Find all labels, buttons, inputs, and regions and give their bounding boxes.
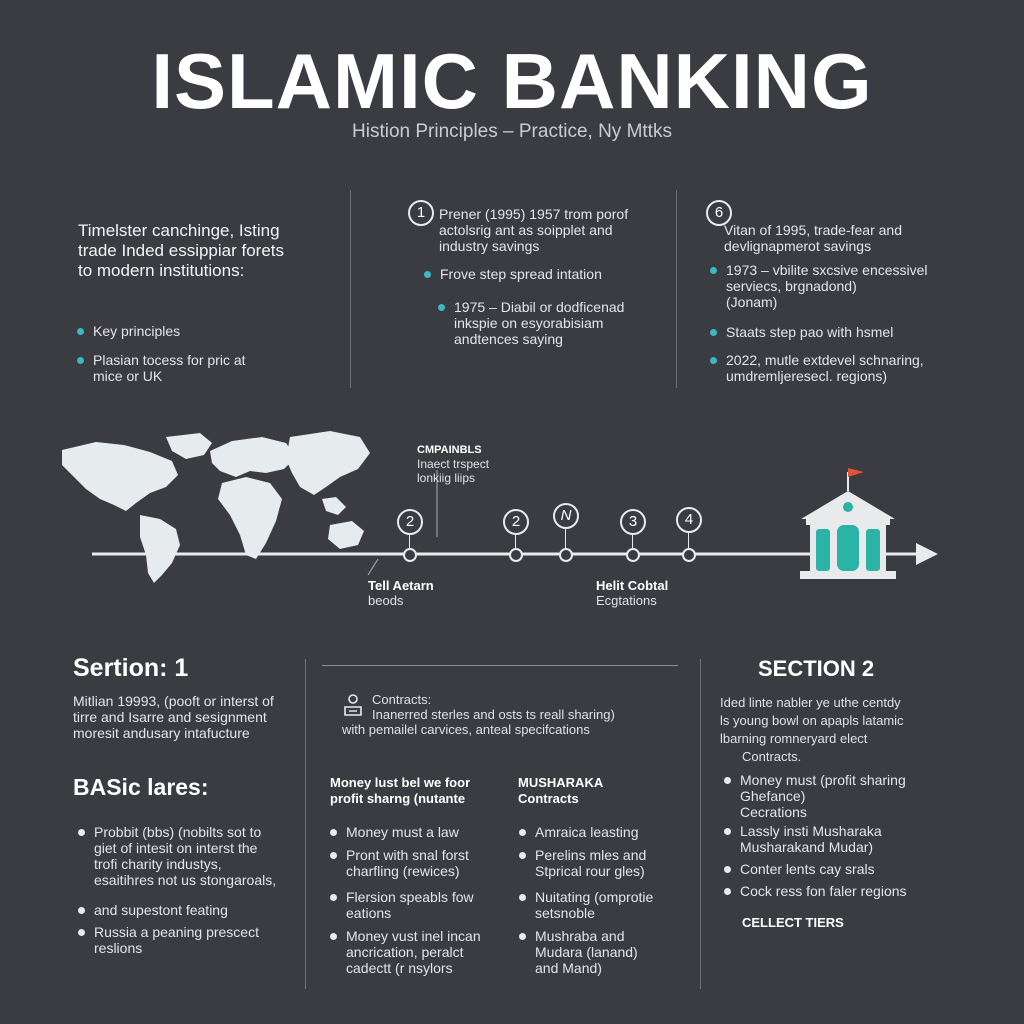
- bullet-text: Stprical rour gles): [535, 863, 645, 879]
- section-2-heading: SECTION 2: [758, 656, 875, 681]
- top-left-bullet: [77, 323, 343, 339]
- bullet-dot: [519, 852, 526, 859]
- bullet-text: 1975 – Diabil or dodficenad: [454, 299, 625, 315]
- money-bullet: [330, 889, 521, 921]
- top-mid-bullet: [438, 299, 684, 347]
- top-divider-right: [676, 190, 677, 388]
- bullet-text: eations: [346, 905, 392, 921]
- basic-rules-heading: BASic lares:: [73, 774, 209, 800]
- bullet-text: setsnoble: [535, 905, 595, 921]
- bullet-text: Staats step pao with hsmel: [726, 324, 894, 340]
- money-bullet: [330, 824, 521, 840]
- musharaka-bullet: [519, 824, 705, 840]
- bullet-dot: [330, 894, 337, 901]
- top-mid-bullet: [424, 266, 680, 282]
- bullet-text: Russia a peaning prescect: [94, 924, 259, 940]
- bullet-dot: [438, 304, 445, 311]
- musharaka-heading-line: Contracts: [518, 791, 579, 806]
- bullet-text: giet of intesit on interst the: [94, 840, 258, 856]
- bullet-dot: [424, 271, 431, 278]
- section-2-bullet: [724, 823, 1010, 855]
- bullet-text: Mudara (lanand): [535, 944, 638, 960]
- money-bullet: [330, 928, 521, 976]
- bullet-text: esaitihres not us stongaroals,: [94, 872, 277, 888]
- section-2-bullet: [724, 883, 1010, 899]
- musharaka-bullet: [519, 847, 705, 879]
- timeline-marker: N: [553, 503, 579, 529]
- bullet-text: Plasian tocess for pric at: [93, 352, 246, 368]
- bullet-text: Money must a law: [346, 824, 459, 840]
- intro-line: tirre and Isarre and sesignment: [73, 709, 267, 725]
- bullet-text: Musharakand Mudar): [740, 839, 874, 855]
- musharaka-heading: [518, 775, 688, 807]
- step-number-badge: 1: [408, 200, 434, 226]
- marker-stem: [515, 535, 516, 549]
- marker-stem: [409, 535, 410, 549]
- bullet-text: Conter lents cay srals: [740, 861, 875, 877]
- page-title: ISLAMIC BANKING: [151, 37, 873, 125]
- contracts-line: Inanerred sterles and osts ts reall sharing): [372, 707, 615, 722]
- bullet-dot: [724, 777, 731, 784]
- bullet-text: Key principles: [93, 323, 181, 339]
- money-bullet: [330, 847, 521, 879]
- marker-dot: [626, 548, 640, 562]
- timeline-marker: 3: [620, 509, 646, 535]
- bottom-mid-rule: [322, 665, 678, 666]
- section-1-heading: Sertion: 1: [73, 654, 189, 682]
- bullet-text: ancrication, peralct: [346, 944, 464, 960]
- section-2-footer: CELLECT TIERS: [742, 915, 844, 930]
- bullet-dot: [724, 828, 731, 835]
- bullet-dot: [330, 829, 337, 836]
- bullet-text: Mushraba and: [535, 928, 625, 944]
- page-subtitle: Histion Principles – Practice, Ny Mttks: [352, 121, 672, 142]
- musharaka-bullet: [519, 928, 705, 976]
- bullet-text: Money must (profit sharing: [740, 772, 906, 788]
- bullet-text: 1973 – vbilite sxcsive encessivel: [726, 262, 928, 278]
- bullet-text: andtences saying: [454, 331, 563, 347]
- top-divider-left: [350, 190, 351, 388]
- bullet-dot: [78, 907, 85, 914]
- bullet-text: Perelins mles and: [535, 847, 647, 863]
- marker-stem: [688, 533, 689, 549]
- callout-line-text: Inaect trspect: [417, 457, 490, 471]
- bullet-text: and Mand): [535, 960, 602, 976]
- step-number-badge: 6: [706, 200, 732, 226]
- section-1-bullet: [78, 924, 319, 956]
- musharaka-bullet: [519, 889, 705, 921]
- callout-title: CMPAINBLS: [417, 444, 482, 456]
- bullet-text: Cock ress fon faler regions: [740, 883, 907, 899]
- musharaka-heading-line: MUSHARAKA: [518, 775, 604, 790]
- bullet-dot: [330, 852, 337, 859]
- bullet-dot: [710, 357, 717, 364]
- section-2-intro: [720, 694, 1010, 766]
- money-heading: [330, 775, 510, 807]
- timeline-callout: [417, 444, 537, 485]
- bullet-text: Money vust inel incan: [346, 928, 481, 944]
- bullet-text: Cecrations: [740, 804, 807, 820]
- timeline-marker: 2: [503, 509, 529, 535]
- bullet-dot: [519, 933, 526, 940]
- bullet-text: Frove step spread intation: [440, 266, 602, 282]
- bullet-text: Pront with snal forst: [346, 847, 469, 863]
- top-right-line: devlignapmerot savings: [724, 238, 872, 254]
- top-right-bullet: [710, 352, 996, 384]
- timeline-marker: 4: [676, 507, 702, 533]
- top-mid-line: Prener (1995) 1957 trom porof: [439, 206, 629, 222]
- marker-dot: [559, 548, 573, 562]
- bullet-text: Nuitating (omprotie: [535, 889, 654, 905]
- section-1-intro: [73, 693, 298, 741]
- contracts-line: with pemailel carvices, anteal specifcations: [342, 722, 590, 737]
- timeline-label-left: [368, 578, 488, 608]
- top-intro-line: trade Inded essippiar forets: [78, 241, 285, 260]
- timeline-label-text: Ecgtations: [596, 593, 657, 608]
- bullet-text: Amraica leasting: [535, 824, 639, 840]
- timeline-arrowhead: [916, 543, 938, 565]
- timeline-label-title: Tell Aetarn: [368, 578, 434, 593]
- bullet-text: and supestont feating: [94, 902, 228, 918]
- section-2-bullet: [724, 861, 1010, 877]
- top-right-bullet: [710, 324, 996, 340]
- marker-dot: [682, 548, 696, 562]
- bullet-text: trofi charity industys,: [94, 856, 222, 872]
- top-intro-line: to modern institutions:: [78, 261, 245, 280]
- intro-line: Contracts.: [742, 749, 802, 764]
- contracts-label: Contracts:: [372, 692, 432, 707]
- bullet-text: Flersion speabls fow: [346, 889, 474, 905]
- intro-line: Ided linte nabler ye uthe centdy: [720, 695, 901, 710]
- world-map-icon: [62, 431, 370, 583]
- timeline-label-title: Helit Cobtal: [596, 578, 669, 593]
- bullet-text: Probbit (bbs) (nobilts sot to: [94, 824, 262, 840]
- bullet-dot: [78, 829, 85, 836]
- top-intro-line: Timelster canchinge, Isting: [78, 221, 280, 240]
- bullet-text: inkspie on esyorabisiam: [454, 315, 604, 331]
- marker-stem: [632, 535, 633, 549]
- bullet-text: charfling (rewices): [346, 863, 460, 879]
- bullet-text: 2022, mutle extdevel schnaring,: [726, 352, 924, 368]
- bullet-dot: [710, 267, 717, 274]
- intro-line: moresit andusary intafucture: [73, 725, 250, 741]
- bullet-dot: [519, 894, 526, 901]
- top-right-text: [724, 222, 994, 254]
- intro-line: lbarning romneryard elect: [720, 731, 868, 746]
- money-heading-line: profit sharng (nutante: [330, 791, 466, 806]
- bullet-dot: [519, 829, 526, 836]
- top-intro: [78, 221, 338, 281]
- bullet-text: umdremljeresecl. regions): [726, 368, 888, 384]
- bullet-text: (Jonam): [726, 294, 778, 310]
- money-heading-line: Money lust bel we foor: [330, 775, 471, 790]
- section-1-bullet: [78, 824, 319, 888]
- bullet-dot: [724, 866, 731, 873]
- callout-line-text: lonkiig liips: [417, 471, 476, 485]
- marker-stem: [565, 529, 566, 549]
- bullet-text: mice or UK: [93, 368, 163, 384]
- bullet-dot: [710, 329, 717, 336]
- bullet-text: Ghefance): [740, 788, 806, 804]
- section-1-bullet: [78, 902, 319, 918]
- timeline-label-right: [596, 578, 716, 608]
- bullet-text: serviecs, brgnadond): [726, 278, 857, 294]
- timeline-marker: 2: [397, 509, 423, 535]
- marker-dot: [509, 548, 523, 562]
- timeline-label-text: beods: [368, 593, 404, 608]
- top-mid-line: industry savings: [439, 238, 540, 254]
- intro-line: Mitlian 19993, (pooft or interst of: [73, 693, 274, 709]
- top-left-bullet: [77, 352, 343, 384]
- marker-dot: [403, 548, 417, 562]
- bullet-dot: [78, 929, 85, 936]
- top-right-line: Vitan of 1995, trade-fear and: [724, 222, 902, 238]
- bullet-text: reslions: [94, 940, 143, 956]
- contracts-block: [342, 692, 686, 737]
- bullet-text: cadectt (r nsylors: [346, 960, 453, 976]
- bank-building-icon: [800, 468, 896, 579]
- connector-line: [368, 559, 378, 575]
- top-mid-line: actolsrig ant as soipplet and: [439, 222, 613, 238]
- top-mid-text: [439, 206, 669, 254]
- bullet-dot: [77, 328, 84, 335]
- intro-line: ls young bowl on apapls latamic: [720, 713, 904, 728]
- bullet-text: Lassly insti Musharaka: [740, 823, 882, 839]
- bullet-dot: [330, 933, 337, 940]
- section-2-bullet: [724, 772, 1010, 820]
- top-right-bullet: [710, 262, 996, 310]
- bullet-dot: [77, 357, 84, 364]
- bullet-dot: [724, 888, 731, 895]
